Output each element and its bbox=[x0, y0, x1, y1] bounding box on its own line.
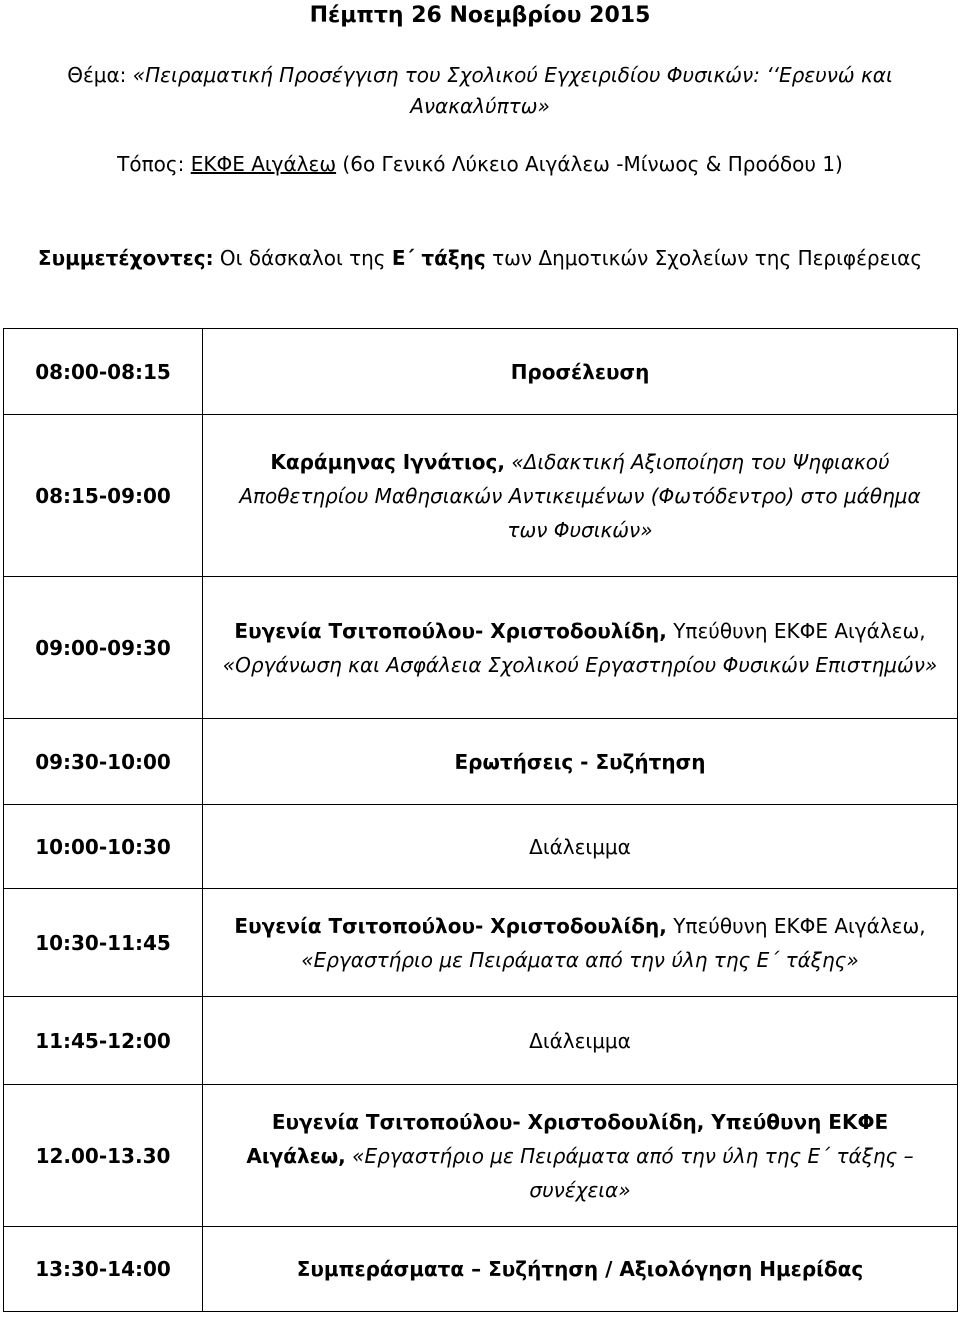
activity-talk: «Διδακτική Αξιοποίηση του Ψηφιακού Αποθετηρίου Μαθησιακών Αντικειμένων (Φωτόδεντρο) στο μάθημα των Φυσικών» bbox=[239, 449, 921, 542]
topic-label: Θέμα: bbox=[67, 63, 127, 87]
row-activity bbox=[203, 1085, 958, 1227]
schedule-row bbox=[4, 805, 958, 889]
event-participants bbox=[0, 244, 960, 272]
schedule-row bbox=[4, 415, 958, 577]
row-activity bbox=[203, 997, 958, 1085]
schedule-row bbox=[4, 719, 958, 805]
activity-break: Διάλειμμα bbox=[529, 834, 631, 859]
activity-talk: «Εργαστήριο με Πειράματα από την ύλη της Ε΄ τάξης – συνέχεια» bbox=[352, 1143, 914, 1202]
row-time: 13:30-14:00 bbox=[4, 1227, 203, 1312]
schedule-row bbox=[4, 1227, 958, 1312]
schedule-table bbox=[3, 328, 958, 1312]
event-date: Πέμπτη 26 Νοεμβρίου 2015 bbox=[309, 3, 651, 28]
activity-talk: «Εργαστήριο με Πειράματα από την ύλη της Ε΄ τάξης» bbox=[301, 947, 859, 972]
row-time: 10:30-11:45 bbox=[4, 889, 203, 997]
activity-title: Ερωτήσεις - Συζήτηση bbox=[454, 749, 706, 774]
topic-value: «Πειραματική Προσέγγιση του Σχολικού Εγχειριδίου Φυσικών: ‘‘Ερευνώ και Ανακαλύπτω» bbox=[132, 63, 893, 118]
schedule-row bbox=[4, 889, 958, 997]
participants-label: Συμμετέχοντες: bbox=[37, 246, 214, 270]
activity-role: Υπεύθυνη ΕΚΦΕ Αιγάλεω, bbox=[666, 618, 926, 643]
event-topic bbox=[30, 60, 930, 122]
row-activity bbox=[203, 577, 958, 719]
row-time: 10:00-10:30 bbox=[4, 805, 203, 889]
row-activity bbox=[203, 889, 958, 997]
row-time: 11:45-12:00 bbox=[4, 997, 203, 1085]
row-time: 12.00-13.30 bbox=[4, 1085, 203, 1227]
schedule-row bbox=[4, 1085, 958, 1227]
activity-speaker: Ευγενία Τσιτοπούλου- Χριστοδουλίδη, bbox=[234, 618, 667, 643]
row-activity bbox=[203, 719, 958, 805]
activity-talk: «Οργάνωση και Ασφάλεια Σχολικού Εργαστηρίου Φυσικών Επιστημών» bbox=[222, 652, 938, 677]
participants-class: Ε΄ τάξης bbox=[391, 246, 486, 270]
place-label: Τόπος: bbox=[117, 152, 185, 176]
event-place bbox=[0, 150, 960, 178]
row-activity bbox=[203, 329, 958, 415]
activity-break: Διάλειμμα bbox=[529, 1028, 631, 1053]
row-activity bbox=[203, 415, 958, 577]
activity-role: Υπεύθυνη ΕΚΦΕ Αιγάλεω, bbox=[666, 913, 926, 938]
participants-text-pre: Οι δάσκαλοι της bbox=[213, 246, 392, 270]
row-time: 08:00-08:15 bbox=[4, 329, 203, 415]
place-link[interactable]: ΕΚΦΕ Αιγάλεω bbox=[190, 152, 337, 176]
activity-speaker: Ευγενία Τσιτοπούλου- Χριστοδουλίδη, Υπεύθυνη ΕΚΦΕ Αιγάλεω, bbox=[246, 1109, 889, 1168]
schedule-row bbox=[4, 329, 958, 415]
schedule-row bbox=[4, 577, 958, 719]
row-time: 09:00-09:30 bbox=[4, 577, 203, 719]
row-activity bbox=[203, 1227, 958, 1312]
schedule-row bbox=[4, 997, 958, 1085]
activity-speaker: Ευγενία Τσιτοπούλου- Χριστοδουλίδη, bbox=[234, 913, 667, 938]
row-activity bbox=[203, 805, 958, 889]
activity-speaker: Καράμηνας Ιγνάτιος, bbox=[270, 449, 505, 474]
place-details: (6ο Γενικό Λύκειο Αιγάλεω -Μίνωος & Προόδου 1) bbox=[336, 152, 843, 176]
activity-title: Προσέλευση bbox=[510, 359, 650, 384]
row-time: 09:30-10:00 bbox=[4, 719, 203, 805]
participants-text-post: των Δημοτικών Σχολείων της Περιφέρειας bbox=[485, 246, 923, 270]
row-time: 08:15-09:00 bbox=[4, 415, 203, 577]
activity-title: Συμπεράσματα – Συζήτηση / Αξιολόγηση Ημερίδας bbox=[296, 1257, 864, 1281]
